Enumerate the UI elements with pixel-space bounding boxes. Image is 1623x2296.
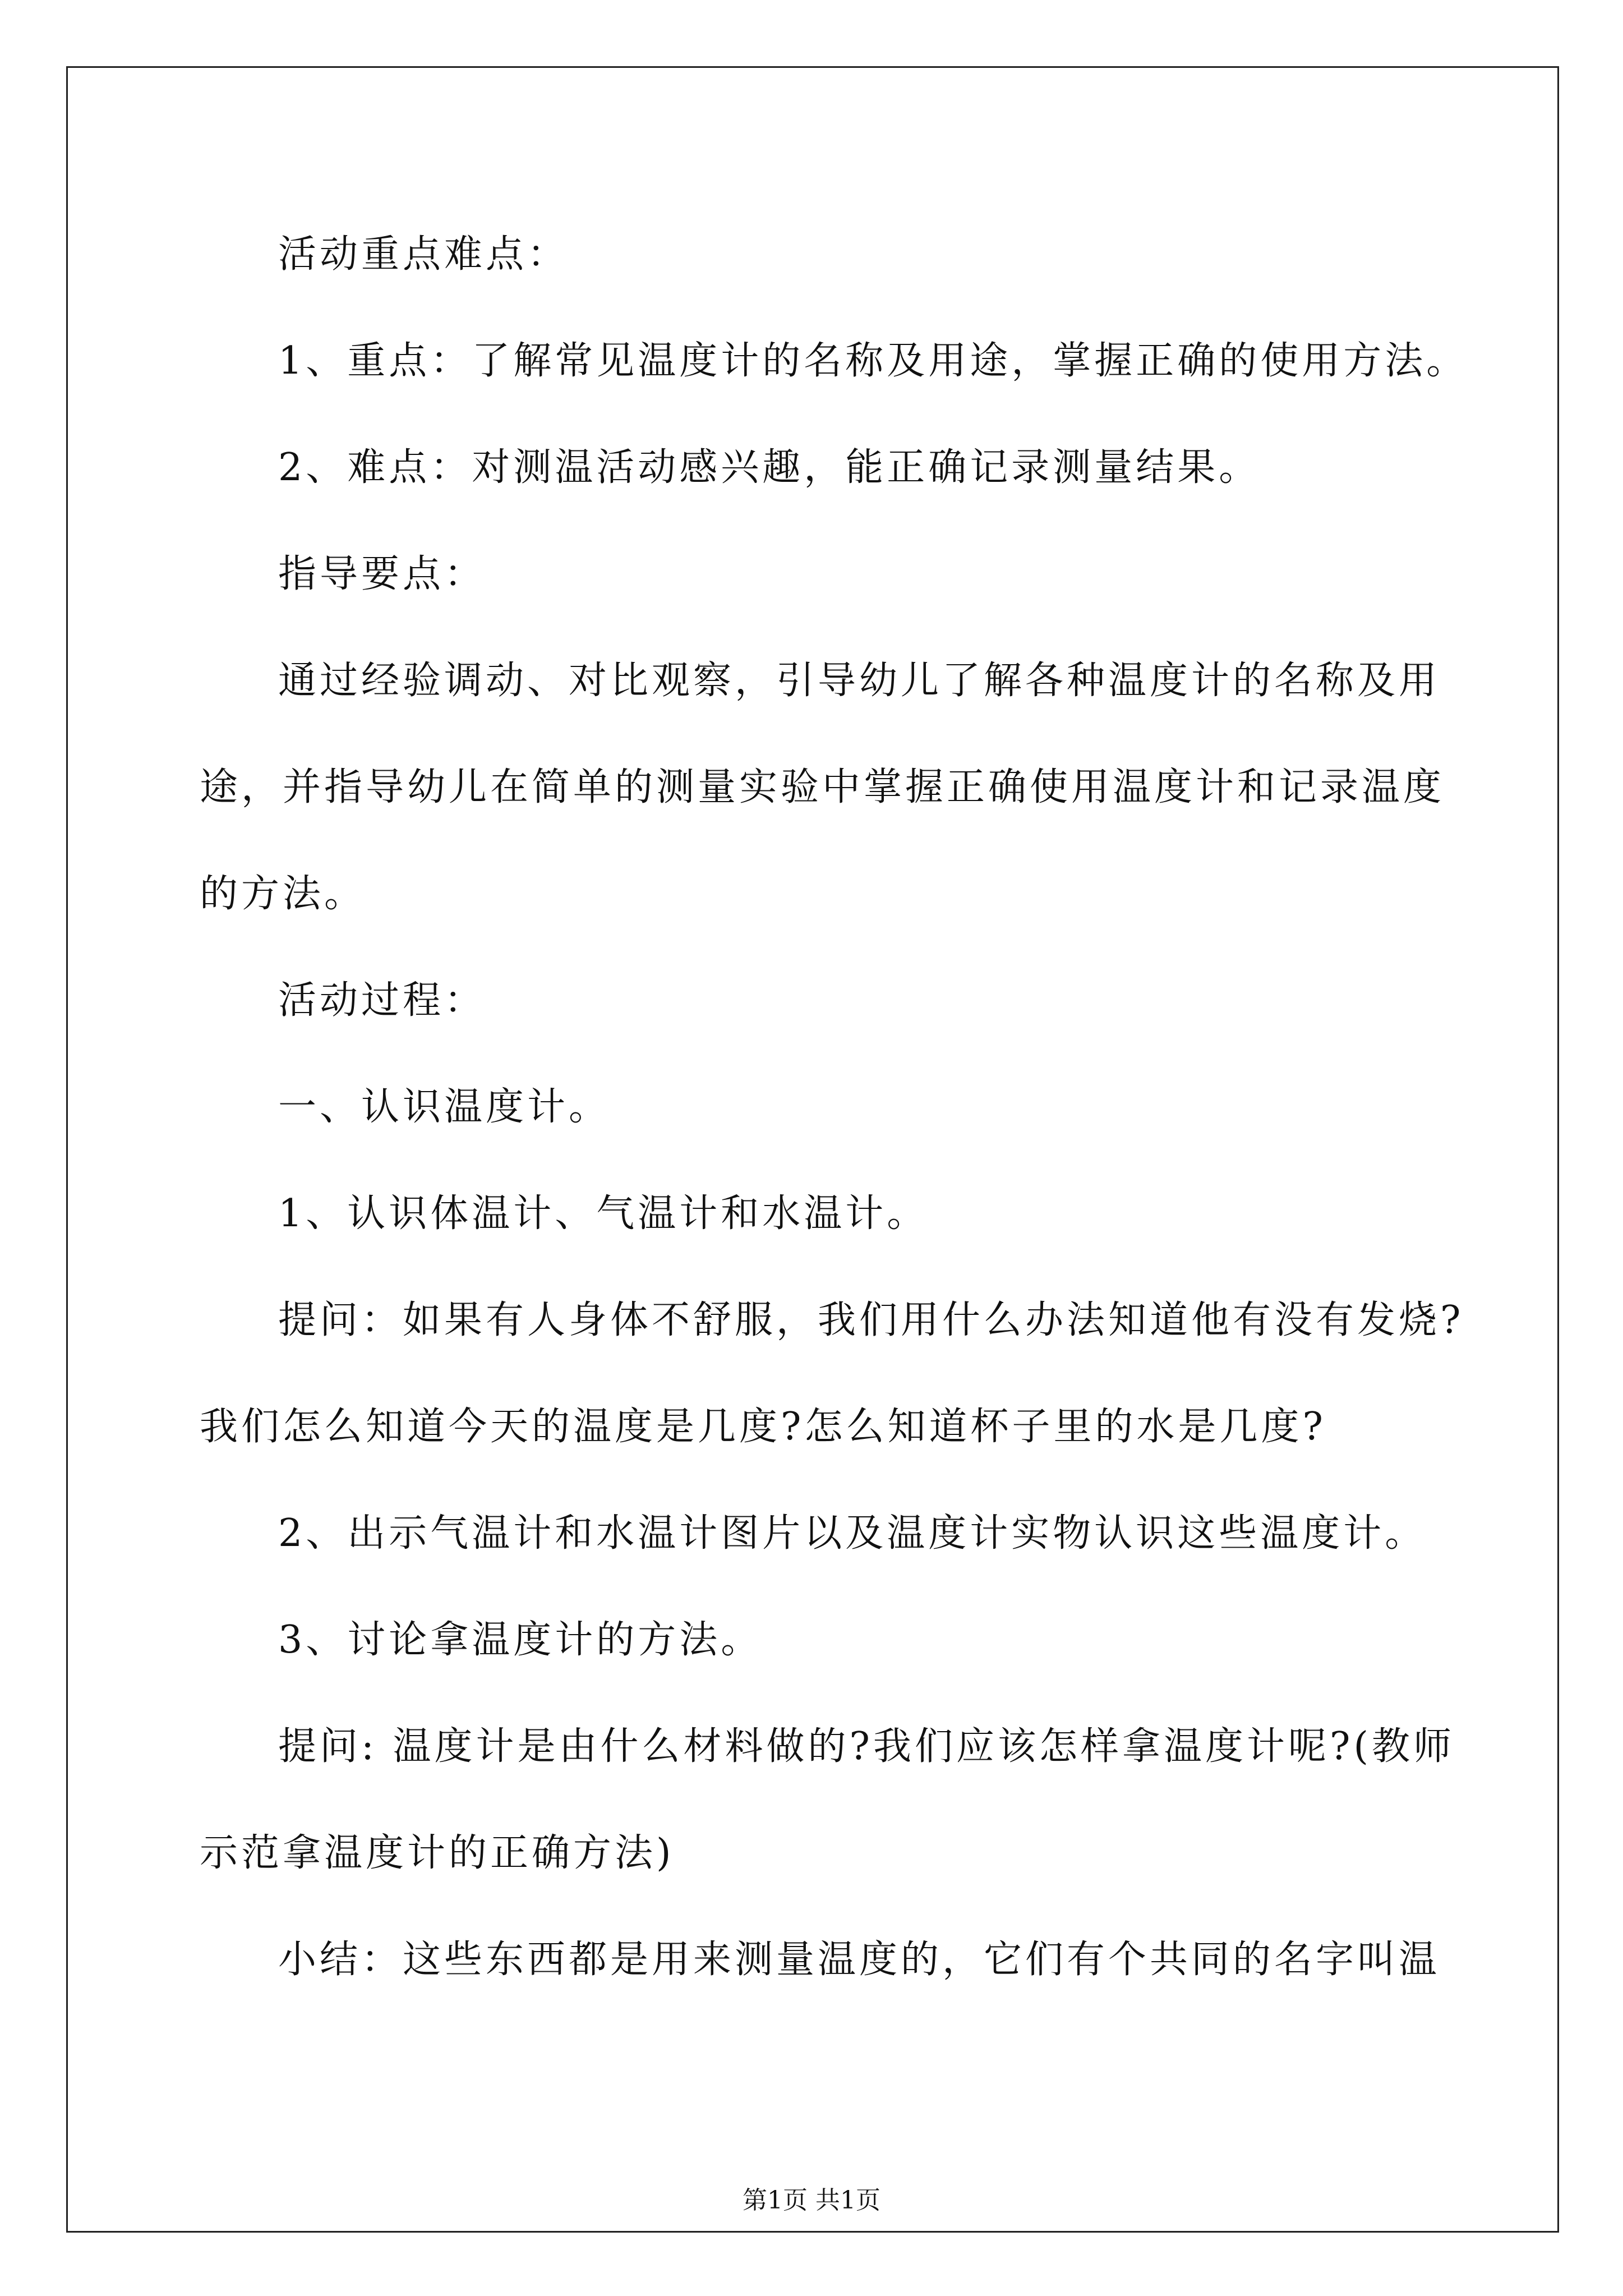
paragraph-guidance-line-1: 通过经验调动、对比观察，引导幼儿了解各种温度计的名称及用 xyxy=(278,659,1441,703)
paragraph-question-2-line-1: 提问: 温度计是由什么材料做的?我们应该怎样拿温度计呢?(教师 xyxy=(278,1724,1455,1769)
paragraph-step-1-1: 1、认识体温计、气温计和水温计。 xyxy=(278,1191,929,1236)
paragraph-key-point-1: 1、重点：了解常见温度计的名称及用途，掌握正确的使用方法。 xyxy=(278,339,1468,383)
paragraph-key-point-2: 2、难点：对测温活动感兴趣，能正确记录测量结果。 xyxy=(278,445,1261,490)
heading-step-1: 一、认识温度计。 xyxy=(278,1085,611,1129)
page-border xyxy=(66,66,1559,2233)
paragraph-step-1-2: 2、出示气温计和水温计图片以及温度计实物认识这些温度计。 xyxy=(278,1511,1427,1556)
paragraph-question-2-line-2: 示范拿温度计的正确方法) xyxy=(200,1831,675,1875)
paragraph-summary: 小结：这些东西都是用来测量温度的，它们有个共同的名字叫温 xyxy=(278,1938,1441,1982)
page-number: 第1页 共1页 xyxy=(743,2186,880,2215)
paragraph-guidance-line-3: 的方法。 xyxy=(200,872,366,916)
paragraph-question-1-line-2: 我们怎么知道今天的温度是几度?怎么知道杯子里的水是几度? xyxy=(200,1405,1326,1449)
paragraph-question-1-line-1: 提问：如果有人身体不舒服，我们用什么办法知道他有没有发烧? xyxy=(278,1298,1464,1342)
paragraph-guidance-line-2: 途，并指导幼儿在简单的测量实验中掌握正确使用温度计和记录温度 xyxy=(200,765,1445,809)
heading-process: 活动过程： xyxy=(278,978,486,1023)
paragraph-step-1-3: 3、讨论拿温度计的方法。 xyxy=(278,1618,763,1662)
heading-guidance: 指导要点： xyxy=(278,552,486,596)
heading-key-points: 活动重点难点： xyxy=(278,232,569,277)
